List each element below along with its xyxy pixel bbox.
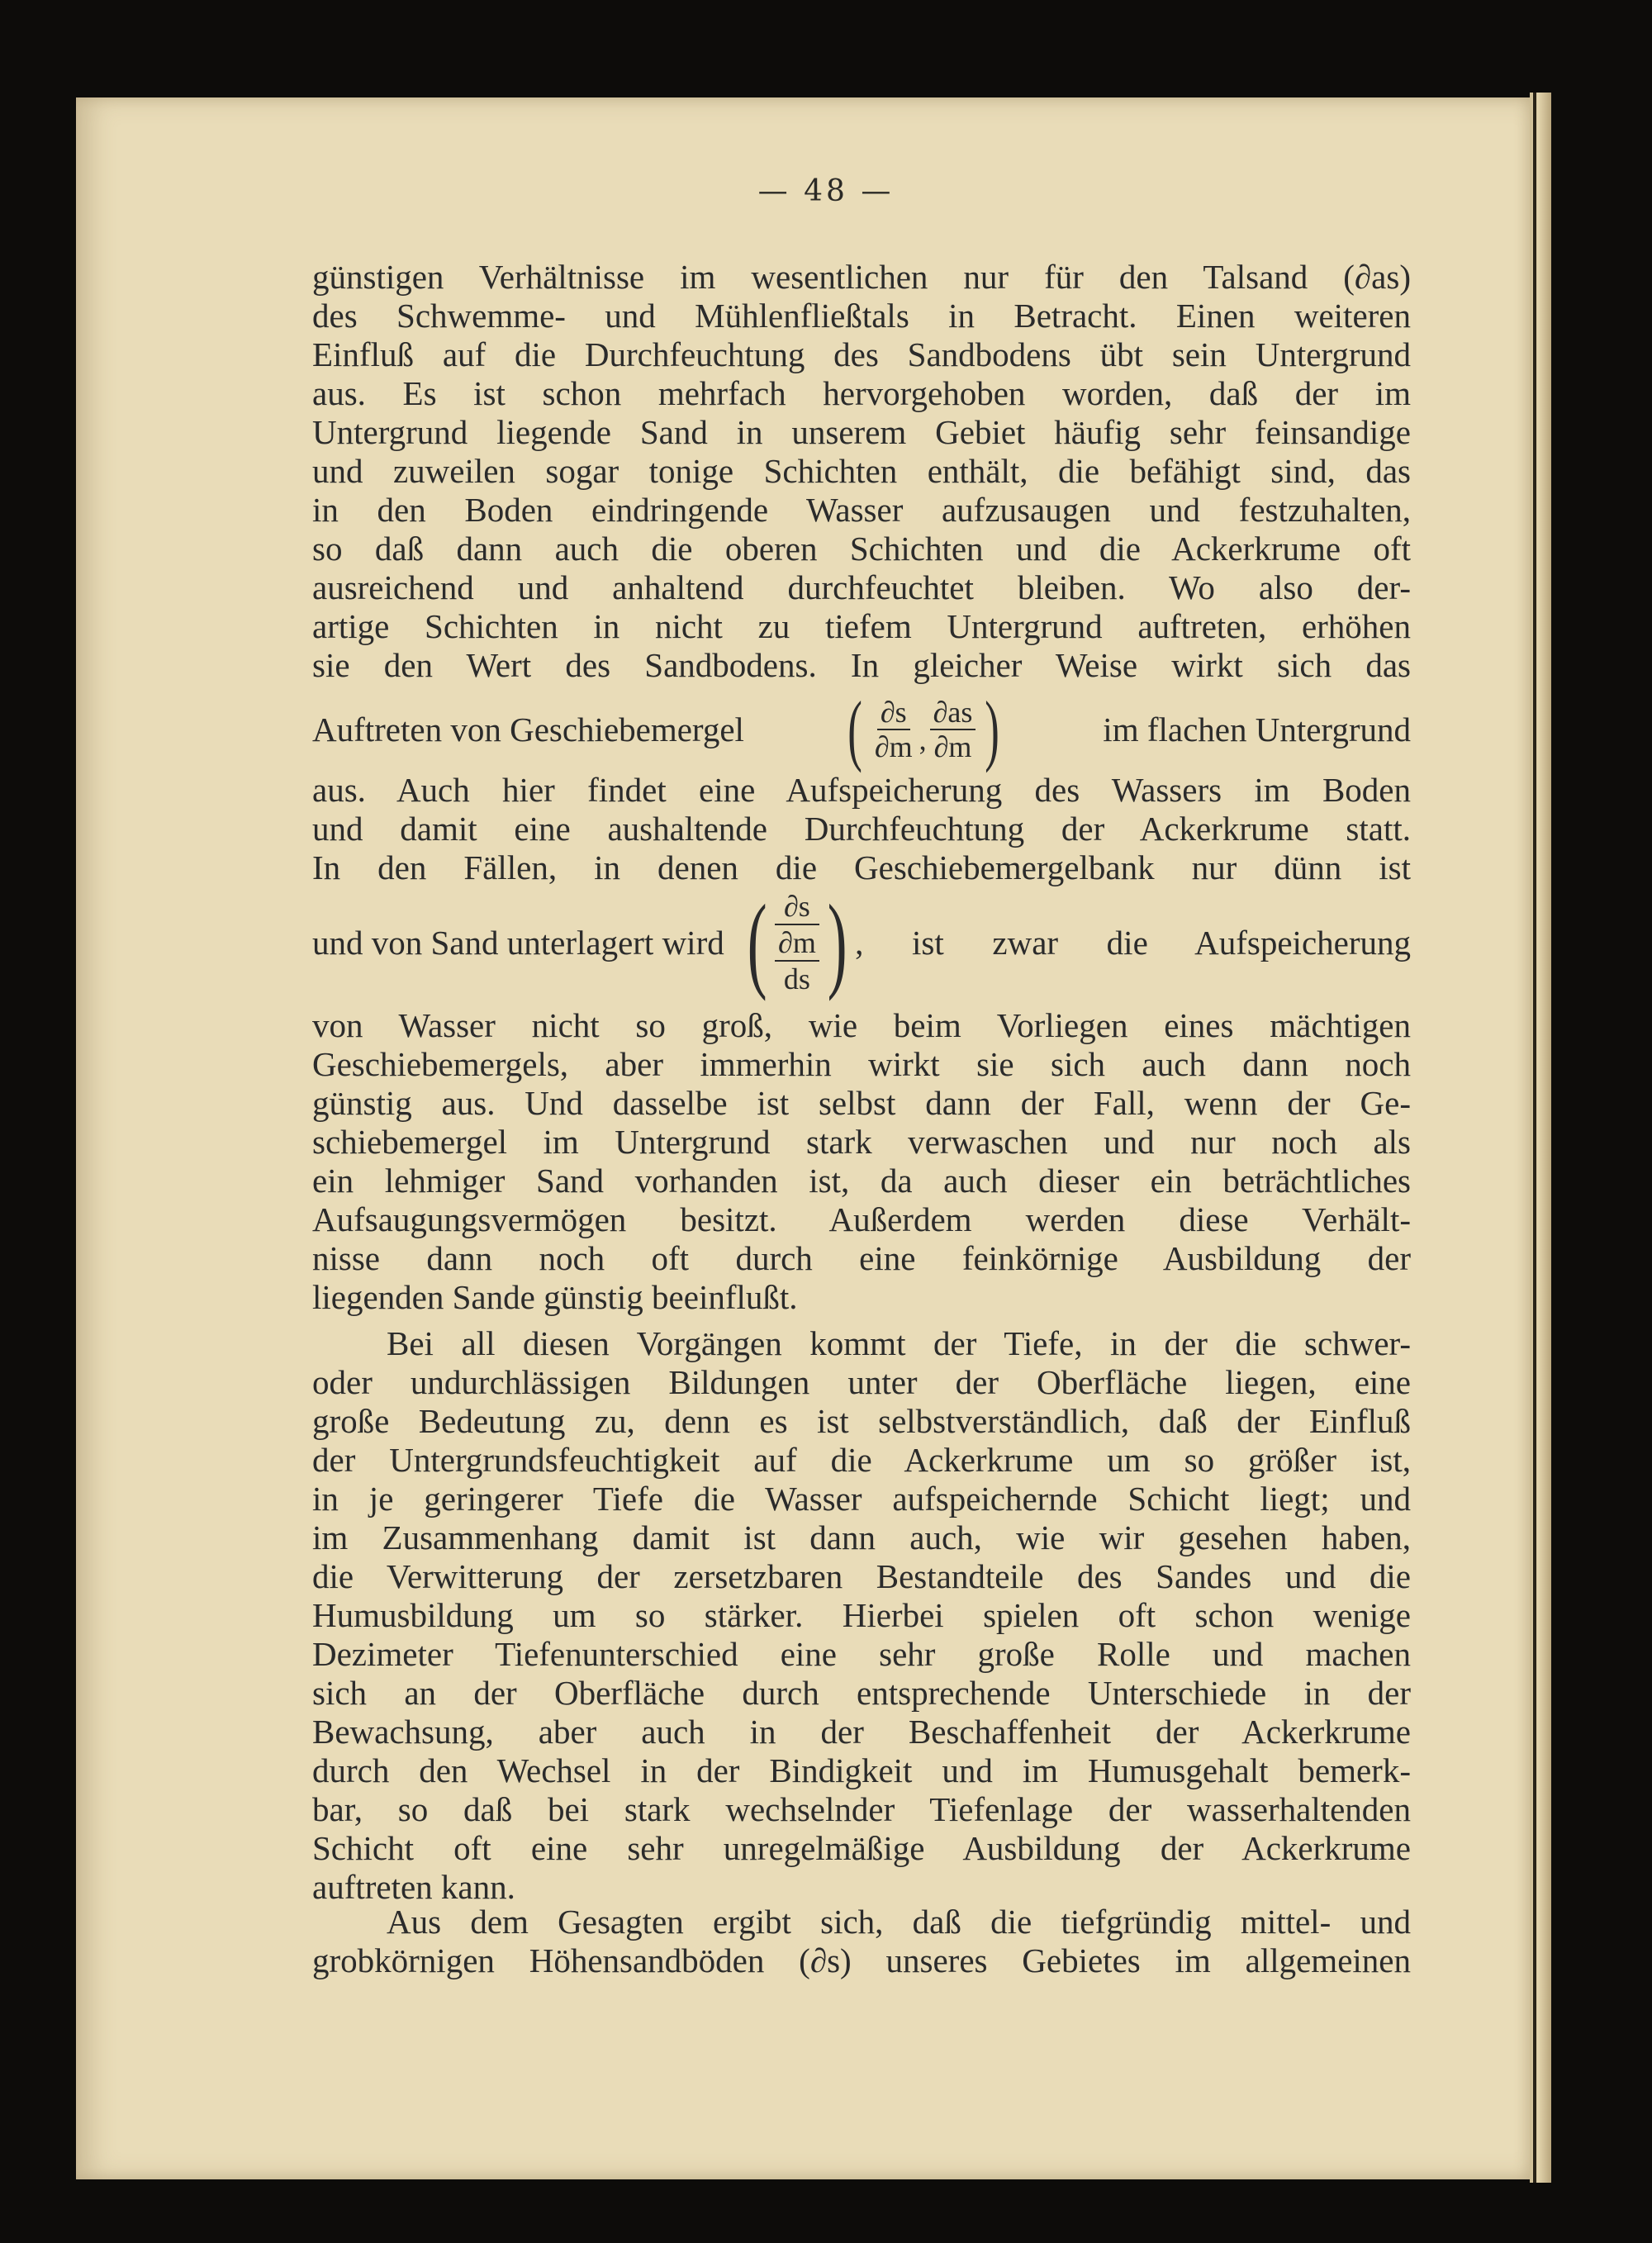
stack-middle: ∂m [775, 924, 819, 962]
text-line: von Wasser nicht so groß, wie beim Vorliegen eines mächtigen [312, 1006, 1411, 1044]
text-line: so daß dann auch die oberen Schichten und die Ackerkrume oft [312, 530, 1411, 568]
formula-text-before: Auftreten von Geschiebemergel [312, 710, 744, 748]
text-line: die Verwitterung der zersetzbaren Bestandteile des Sandes und die [312, 1557, 1411, 1595]
formula-text-after: , ist zwar die Aufspeicherung [855, 924, 1411, 962]
text-line: Geschiebemergels, aber immerhin wirkt sie sich auch dann noch [312, 1045, 1411, 1083]
stack-bottom: ds [783, 962, 810, 996]
numerator: ∂s [877, 696, 910, 730]
text-line: Untergrund liegende Sand in unserem Gebiet häufig sehr feinsandige [312, 413, 1411, 451]
paren-open: ( [847, 685, 862, 773]
text-line: aus. Auch hier findet eine Aufspeicherung des Wassers im Boden [312, 771, 1411, 809]
formula-text-after: im flachen Untergrund [1103, 710, 1411, 748]
stack-top: ∂s [784, 890, 810, 923]
formula-text-before: und von Sand unterlagert wird [312, 924, 724, 962]
numerator: ∂as [930, 696, 976, 730]
text-line: Aufsaugungsvermögen besitzt. Außerdem werden diese Verhält- [312, 1200, 1411, 1238]
text-line: Humusbildung um so stärker. Hierbei spielen oft schon wenige [312, 1596, 1411, 1634]
text-line: bar, so daß bei stark wechselnder Tiefenlage der wasserhaltenden [312, 1790, 1411, 1828]
text-line: große Bedeutung zu, denn es ist selbstverständlich, daß der Einfluß [312, 1402, 1411, 1440]
text-line: Bei all diesen Vorgängen kommt der Tiefe, in der die schwer- [387, 1324, 1411, 1362]
text-line: und damit eine aushaltende Durchfeuchtung der Ackerkrume statt. [312, 810, 1411, 848]
text-line: sich an der Oberfläche durch entsprechende Unterschiede in der [312, 1674, 1411, 1712]
text-line: in den Boden eindringende Wasser aufzusaugen und festzuhalten, [312, 491, 1411, 529]
page-number: — 48 — [757, 174, 895, 208]
paren-open: ( [747, 883, 767, 1002]
denominator: ∂m [933, 730, 972, 763]
text-line: Aus dem Gesagten ergibt sich, daß die tiefgründig mittel- und [387, 1903, 1411, 1941]
formula-geschiebemergel [842, 685, 1006, 773]
text-line: ein lehmiger Sand vorhanden ist, da auch dieser ein beträchtliches [312, 1162, 1411, 1200]
text-line: auftreten kann. [312, 1868, 515, 1906]
text-line: Bewachsung, aber auch in der Beschaffenheit der Ackerkrume [312, 1713, 1411, 1751]
paren-close: ) [827, 883, 847, 1002]
text-line: liegenden Sande günstig beeinflußt. [312, 1278, 798, 1316]
paragraph-block-5 [312, 1903, 1411, 1980]
text-line: nisse dann noch oft durch eine feinkörnige Ausbildung der [312, 1239, 1411, 1277]
text-line: sie den Wert des Sandbodens. In gleicher Weise wirkt sich das [312, 646, 1411, 684]
formula-line-1 [312, 685, 1411, 773]
paragraph-block-3 [312, 1006, 1411, 1317]
paragraph-block-1 [312, 258, 1411, 685]
text-line: in je geringerer Tiefe die Wasser aufspeichernde Schicht liegt; und [312, 1480, 1411, 1518]
text-line: artige Schichten in nicht zu tiefem Untergrund auftreten, erhöhen [312, 607, 1411, 645]
paren-close: ) [985, 685, 1000, 773]
text-line: durch den Wechsel in der Bindigkeit und im Humusgehalt bemerk- [312, 1751, 1411, 1789]
text-line: ausreichend und anhaltend durchfeuchtet bleiben. Wo also der- [312, 568, 1411, 606]
text-line: Schicht oft eine sehr unregelmäßige Ausbildung der Ackerkrume [312, 1829, 1411, 1867]
paragraph-block-2 [312, 771, 1411, 887]
text-line: Einfluß auf die Durchfeuchtung des Sandbodens übt sein Untergrund [312, 335, 1411, 373]
text-line: im Zusammenhang damit ist dann auch, wie wir gesehen haben, [312, 1518, 1411, 1556]
page-gutter-line [1533, 93, 1536, 2183]
text-line: In den Fällen, in denen die Geschiebemergelbank nur dünn ist [312, 848, 1411, 886]
text-line: des Schwemme- und Mühlenfließtals in Betracht. Einen weiteren [312, 297, 1411, 335]
text-line: günstig aus. Und dasselbe ist selbst dann der Fall, wenn der Ge- [312, 1084, 1411, 1122]
paragraph-block-4 [312, 1324, 1411, 1907]
text-line: und zuweilen sogar tonige Schichten enthält, die befähigt sind, das [312, 452, 1411, 490]
text-line: oder undurchlässigen Bildungen unter der Oberfläche liegen, eine [312, 1363, 1411, 1401]
denominator: ∂m [874, 730, 913, 763]
text-line: günstigen Verhältnisse im wesentlichen nur für den Talsand (∂as) [312, 258, 1411, 296]
formula-mergelbank [739, 883, 855, 1002]
text-line: schiebemergel im Untergrund stark verwaschen und nur noch als [312, 1123, 1411, 1161]
formula-line-2 [312, 883, 1411, 1002]
text-line: aus. Es ist schon mehrfach hervorgehoben worden, daß der im [312, 374, 1411, 412]
text-line: der Untergrundsfeuchtigkeit auf die Ackerkrume um so größer ist, [312, 1441, 1411, 1479]
stacked-symbols [775, 889, 819, 996]
fraction [871, 696, 916, 763]
fraction [930, 696, 976, 763]
separator: , [919, 723, 927, 756]
text-line: grobkörnigen Höhensandböden (∂s) unseres Gebietes im allgemeinen [312, 1941, 1411, 1979]
text-line: Dezimeter Tiefenunterschied eine sehr große Rolle und machen [312, 1635, 1411, 1673]
